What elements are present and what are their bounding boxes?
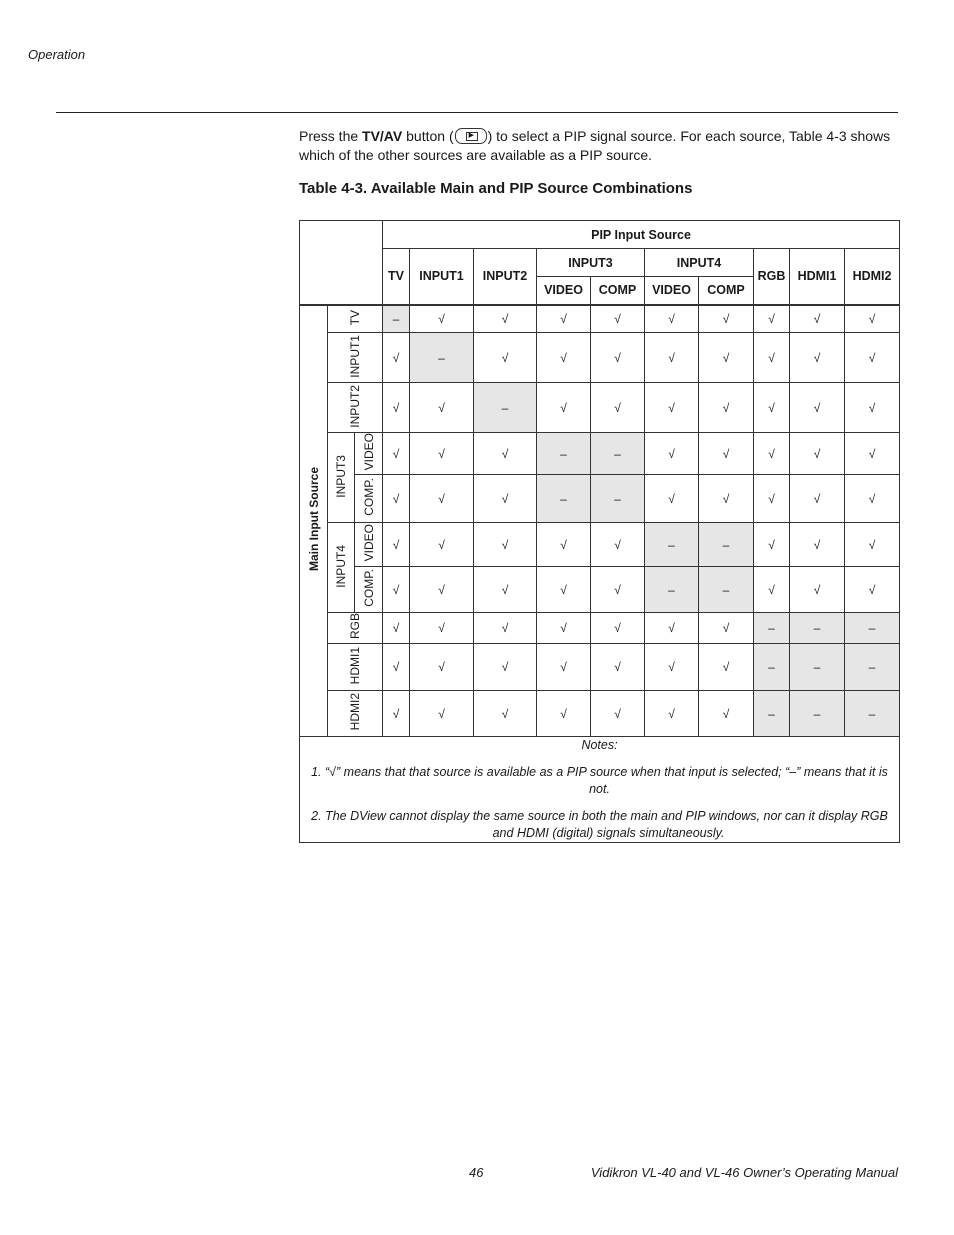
table-row (300, 613, 900, 644)
page-number: 46 (469, 1165, 484, 1180)
table-cell: – (410, 333, 474, 383)
table-row (300, 523, 900, 567)
table-cell: √ (699, 433, 754, 475)
table-cell: √ (591, 644, 645, 691)
table-cell: √ (474, 691, 537, 737)
intro-paragraph (299, 127, 899, 165)
table-cell: √ (410, 433, 474, 475)
table-cell: √ (537, 567, 591, 613)
table-row (300, 433, 900, 475)
table-cell: – (645, 523, 699, 567)
col-input3-video: VIDEO (537, 277, 591, 305)
table-cell: √ (754, 523, 790, 567)
row-label (328, 691, 383, 737)
tvav-button-icon: ▶ (455, 128, 487, 144)
col-input3: INPUT3 (537, 249, 645, 277)
row-label-text: TV (348, 309, 362, 325)
table-row (300, 305, 900, 333)
table-cell: – (790, 691, 845, 737)
table-cell: √ (699, 613, 754, 644)
row-label-text: COMP. (361, 569, 376, 607)
row-label (328, 644, 383, 691)
table-row (300, 644, 900, 691)
notes-heading: Notes: (581, 738, 618, 752)
table-cell: √ (845, 305, 900, 333)
table-cell: √ (591, 333, 645, 383)
table-cell: √ (410, 567, 474, 613)
table-row (300, 475, 900, 523)
table-cell: – (699, 523, 754, 567)
table-cell: – (474, 383, 537, 433)
table-cell: √ (474, 475, 537, 523)
table-cell: √ (537, 333, 591, 383)
table-row (300, 567, 900, 613)
table-cell: – (845, 691, 900, 737)
table-cell: √ (699, 383, 754, 433)
table-cell: √ (790, 523, 845, 567)
intro-suffix: ) to select a PIP signal source. For each source, Table 4-3 shows which of the other sources are available as a PIP source. (299, 128, 891, 163)
table-cell: √ (474, 644, 537, 691)
table-cell: √ (474, 567, 537, 613)
table-cell: √ (474, 333, 537, 383)
table-cell: √ (410, 305, 474, 333)
table-cell: – (591, 433, 645, 475)
table-cell: √ (754, 567, 790, 613)
table-cell: – (790, 613, 845, 644)
section-label: Operation (28, 47, 86, 62)
note-1: 1. “√” means that that source is available as a PIP source when that input is selected; “–” means that it is not. (311, 765, 888, 796)
col-hdmi1: HDMI1 (790, 249, 845, 305)
table-cell: √ (591, 691, 645, 737)
table-cell: – (790, 644, 845, 691)
table-cell: √ (383, 383, 410, 433)
table-cell: √ (591, 383, 645, 433)
col-input3-comp: COMP (591, 277, 645, 305)
manual-title: Vidikron VL-40 and VL-46 Owner’s Operating Manual (590, 1165, 898, 1180)
table-cell: √ (591, 613, 645, 644)
table-cell: – (699, 567, 754, 613)
note-2: 2. The DView cannot display the same source in both the main and PIP windows, nor can it display RGB and HDMI (digital) signals simultaneously. (311, 809, 888, 840)
header-rule (56, 112, 898, 113)
table-notes (300, 737, 900, 843)
table-cell: √ (790, 567, 845, 613)
table-cell: √ (591, 567, 645, 613)
col-input1: INPUT1 (410, 249, 474, 305)
table-cell: √ (383, 613, 410, 644)
table-cell: √ (537, 305, 591, 333)
table-cell: √ (790, 333, 845, 383)
table-cell: √ (591, 523, 645, 567)
table-cell: √ (383, 523, 410, 567)
table-cell: √ (410, 475, 474, 523)
table-cell: √ (383, 433, 410, 475)
table-cell: – (845, 644, 900, 691)
row-label (328, 383, 383, 433)
tvav-button-name: TV/AV (362, 128, 403, 144)
col-input2: INPUT2 (474, 249, 537, 305)
table-cell: √ (474, 433, 537, 475)
table-cell: – (754, 613, 790, 644)
table-cell: √ (845, 567, 900, 613)
table-cell: √ (645, 305, 699, 333)
row-label-text: RGB (348, 613, 362, 640)
row-label-text: INPUT2 (348, 384, 362, 428)
table-cell: √ (699, 333, 754, 383)
row-label (355, 433, 383, 475)
table-cell: √ (845, 433, 900, 475)
table-cell: √ (754, 305, 790, 333)
table-cell: √ (645, 433, 699, 475)
table-cell: – (591, 475, 645, 523)
row-group-label-text: INPUT3 (334, 454, 348, 498)
table-cell: √ (645, 691, 699, 737)
source-combinations-table (299, 220, 900, 843)
table-cell: – (754, 644, 790, 691)
col-rgb: RGB (754, 249, 790, 305)
table-cell: √ (699, 475, 754, 523)
col-input4: INPUT4 (645, 249, 754, 277)
row-label (355, 475, 383, 523)
table-cell: √ (410, 383, 474, 433)
row-group-label (328, 523, 355, 613)
table-cell: √ (383, 644, 410, 691)
table-cell: √ (537, 383, 591, 433)
row-label (355, 567, 383, 613)
table-cell: √ (699, 691, 754, 737)
intro-middle: button ( (402, 128, 454, 144)
table-cell: √ (537, 613, 591, 644)
table-cell: √ (790, 383, 845, 433)
table-cell: √ (754, 333, 790, 383)
table-cell: √ (383, 567, 410, 613)
table-cell: √ (410, 523, 474, 567)
table-cell: √ (537, 644, 591, 691)
table-cell: √ (383, 333, 410, 383)
table-cell: √ (383, 475, 410, 523)
col-hdmi2: HDMI2 (845, 249, 900, 305)
table-cell: √ (790, 305, 845, 333)
table-cell: √ (474, 613, 537, 644)
table-cell: √ (645, 475, 699, 523)
row-label (328, 305, 383, 333)
table-cell: √ (591, 305, 645, 333)
row-label-text: COMP. (361, 478, 376, 516)
table-cell: √ (754, 383, 790, 433)
row-label (328, 333, 383, 383)
col-input4-video: VIDEO (645, 277, 699, 305)
table-cell: – (645, 567, 699, 613)
table-cell: √ (754, 475, 790, 523)
table-row (300, 383, 900, 433)
row-group-label (328, 433, 355, 523)
table-cell: √ (645, 333, 699, 383)
table-cell: √ (845, 523, 900, 567)
table-cell: √ (845, 475, 900, 523)
row-label-text: INPUT1 (348, 334, 362, 378)
table-cell: √ (754, 433, 790, 475)
row-label-text: VIDEO (361, 524, 376, 562)
col-tv: TV (383, 249, 410, 305)
row-label (328, 613, 383, 644)
table-cell: – (754, 691, 790, 737)
table-row (300, 691, 900, 737)
table-row (300, 333, 900, 383)
table-cell: √ (845, 333, 900, 383)
table-cell: √ (699, 305, 754, 333)
intro-prefix: Press the (299, 128, 363, 144)
row-label-text: HDMI2 (348, 693, 362, 731)
table-cell: √ (645, 644, 699, 691)
table-cell: √ (410, 691, 474, 737)
table-cell: – (537, 475, 591, 523)
table-caption: Table 4-3. Available Main and PIP Source Combinations (299, 180, 693, 197)
table-cell: √ (474, 523, 537, 567)
table-cell: √ (699, 644, 754, 691)
row-label-text: HDMI1 (348, 646, 362, 685)
row-group-label-text: INPUT4 (334, 544, 348, 588)
table-cell: √ (790, 433, 845, 475)
pip-input-header: PIP Input Source (383, 221, 900, 249)
table-corner (300, 221, 383, 305)
row-label-text: VIDEO (361, 433, 376, 471)
table-cell: √ (410, 644, 474, 691)
row-label (355, 523, 383, 567)
table-cell: – (845, 613, 900, 644)
table-cell: √ (845, 383, 900, 433)
main-input-header (300, 305, 328, 737)
col-input4-comp: COMP (699, 277, 754, 305)
table-cell: √ (410, 613, 474, 644)
table-cell: – (537, 433, 591, 475)
main-input-header-text: Main Input Source (306, 467, 321, 572)
table-cell: √ (645, 383, 699, 433)
table-cell: √ (474, 305, 537, 333)
table-cell: √ (537, 691, 591, 737)
table-cell: √ (383, 691, 410, 737)
table-cell: – (383, 305, 410, 333)
table-cell: √ (790, 475, 845, 523)
table-cell: √ (537, 523, 591, 567)
table-cell: √ (645, 613, 699, 644)
